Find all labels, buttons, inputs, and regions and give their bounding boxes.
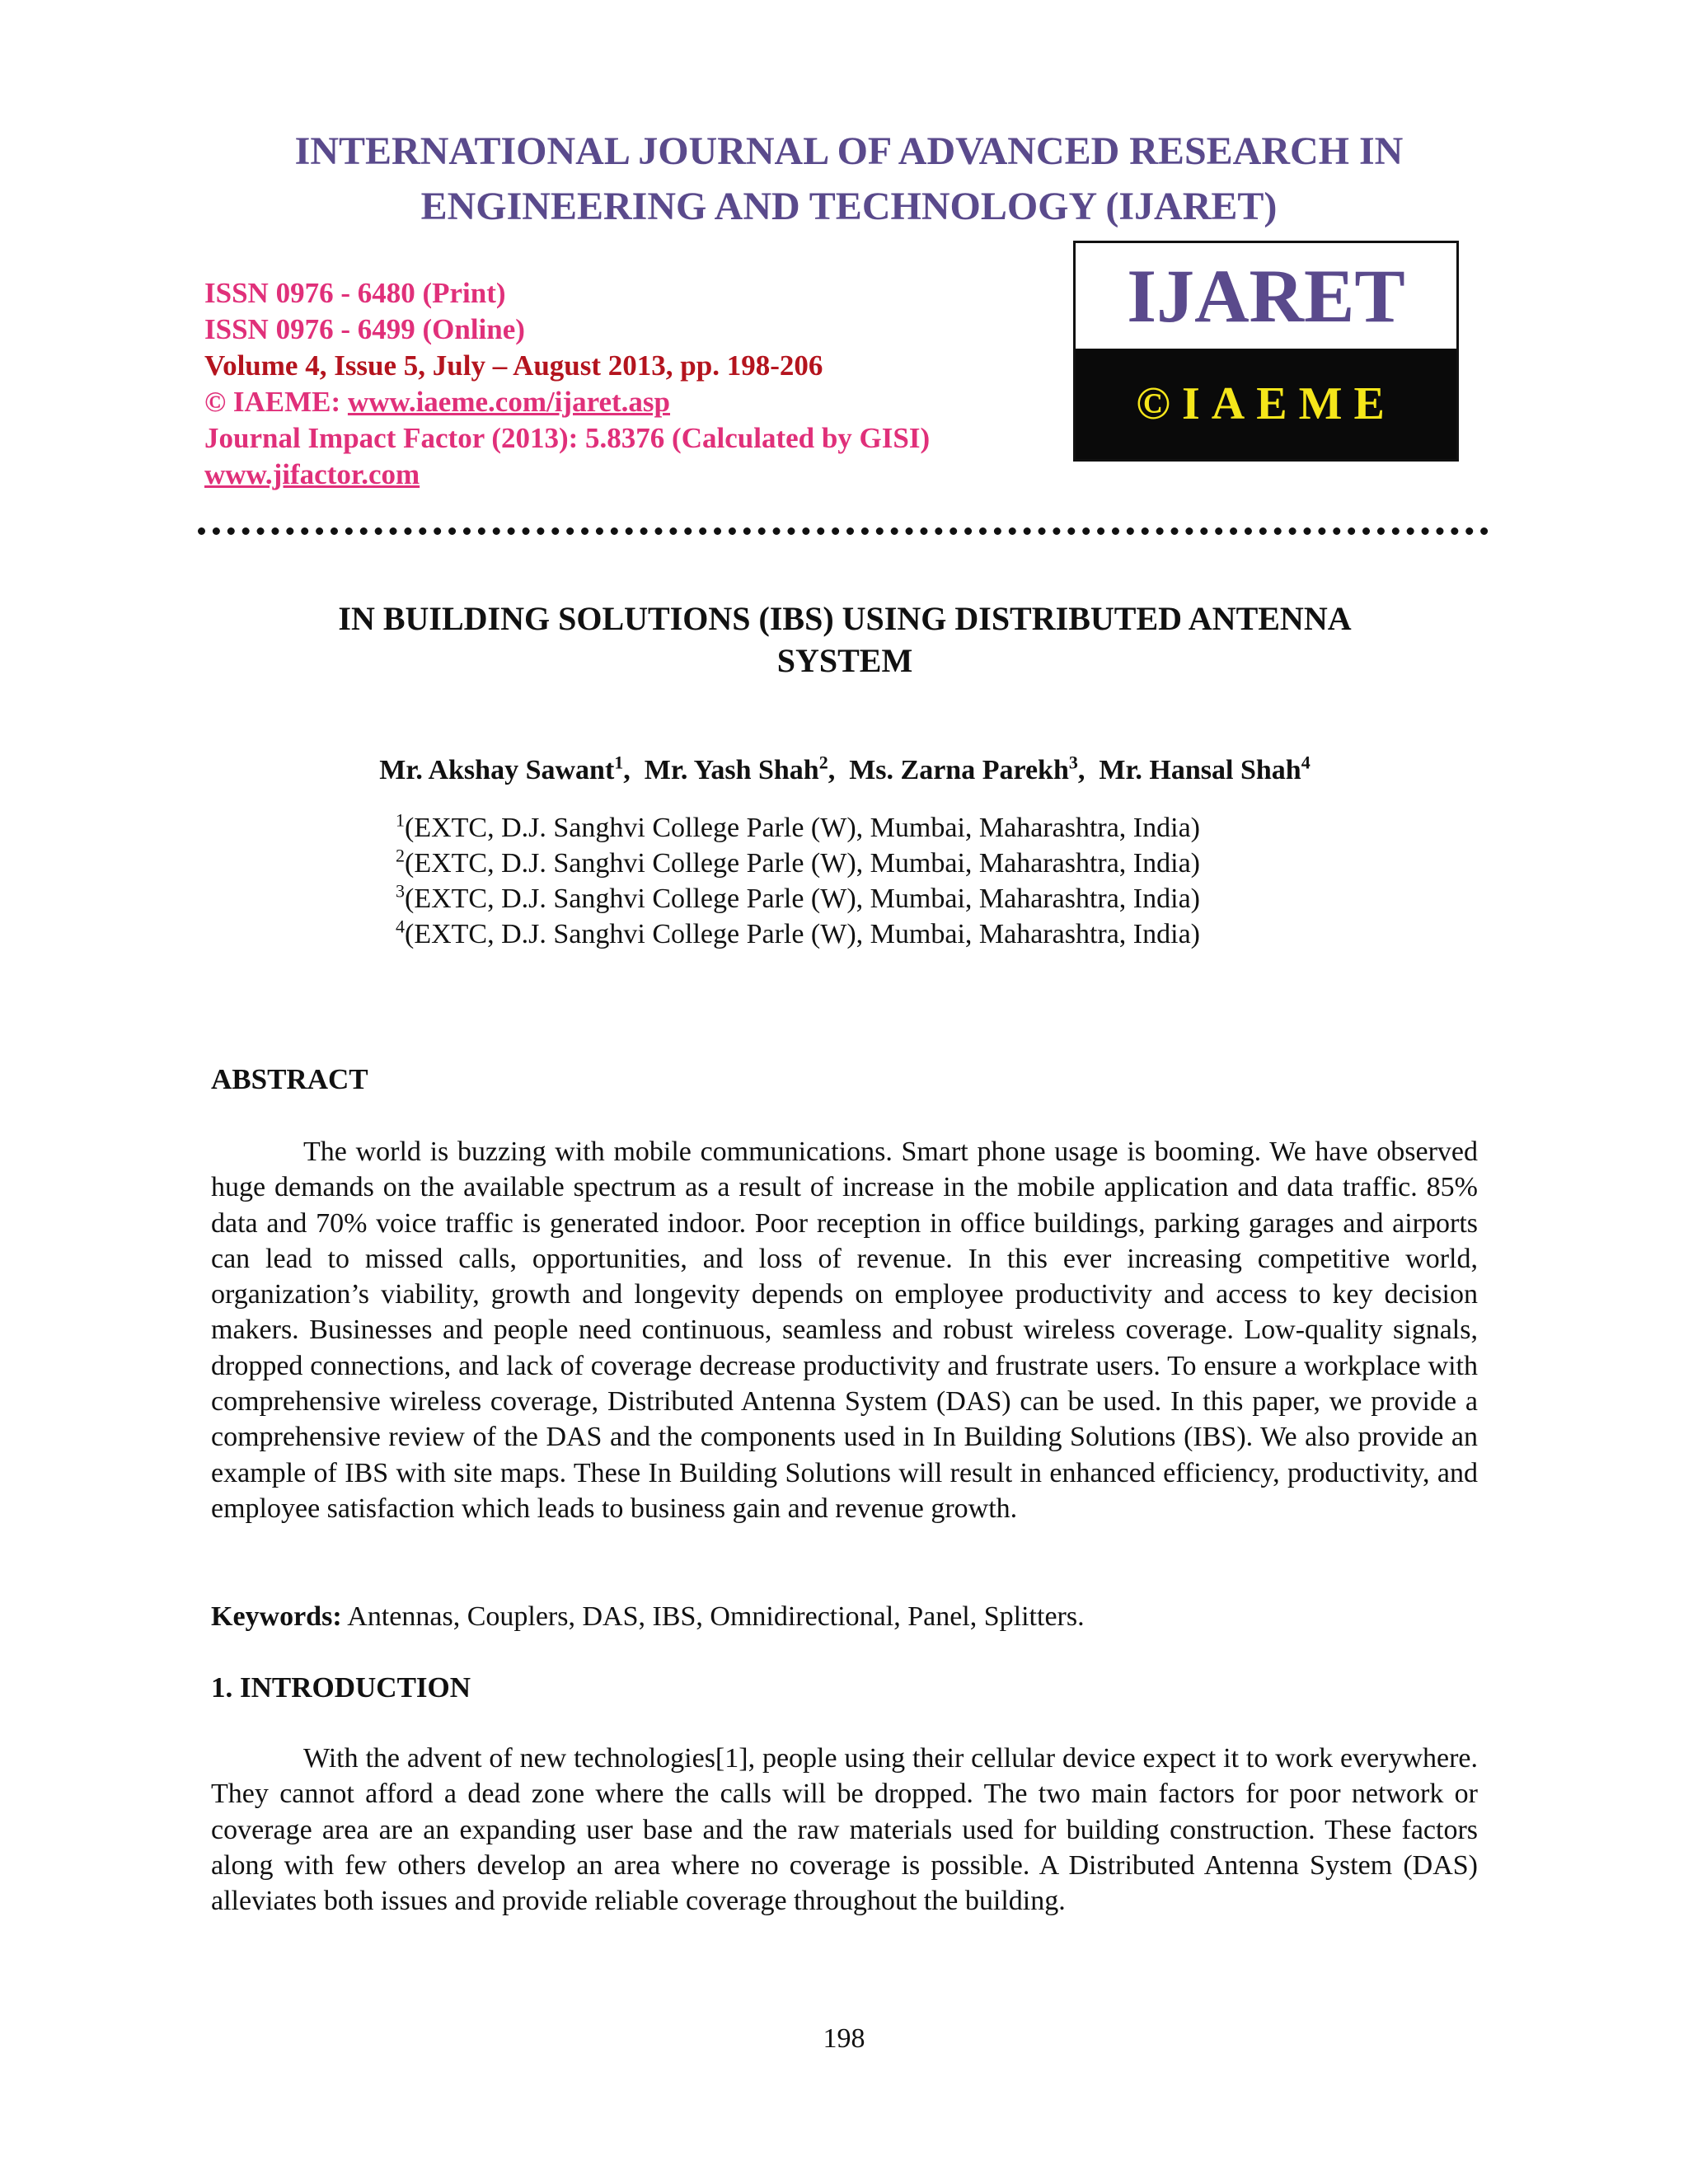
- volume-info: Volume 4, Issue 5, July – August 2013, pp. 198-206: [204, 349, 823, 382]
- journal-info: [204, 275, 1070, 493]
- affiliation: [396, 846, 1385, 881]
- impact-factor: Journal Impact Factor (2013): 5.8376 (Calculated by GISI): [204, 422, 931, 454]
- copyright-line: [204, 384, 1070, 420]
- affiliation: [396, 916, 1385, 952]
- affiliation-sup: 1: [396, 809, 405, 831]
- keywords-label: Keywords:: [211, 1601, 342, 1632]
- affiliation-sup: 3: [396, 880, 405, 902]
- header-divider: [198, 527, 1489, 535]
- author-name: Ms. Zarna Parekh: [849, 755, 1069, 785]
- logo-publisher: ©IAEME: [1076, 349, 1456, 459]
- author-name: Mr. Akshay Sawant: [379, 755, 615, 785]
- author-name: Mr. Yash Shah: [644, 755, 819, 785]
- abstract-heading: ABSTRACT: [211, 1063, 368, 1095]
- author: [849, 752, 1078, 785]
- logo-title: IJARET: [1127, 254, 1405, 338]
- issn-print: ISSN 0976 - 6480 (Print): [204, 277, 506, 309]
- affiliation-text: (EXTC, D.J. Sanghvi College Parle (W), Mumbai, Maharashtra, India): [405, 919, 1200, 949]
- journal-logo: [1073, 241, 1459, 462]
- affiliation-sup: 2: [396, 845, 405, 866]
- author: [644, 752, 828, 785]
- journal-url-link[interactable]: www.iaeme.com/ijaret.asp: [347, 386, 671, 418]
- introduction-paragraph: With the advent of new technologies[1], people using their cellular device expect it to work everywhere. They cannot afford a dead zone where the calls will be dropped. The two main factors for poor network or coverage area are an expanding user base and the raw materials used for building construction. These factors along with few others develop an area where no coverage is possible. A Distributed Antenna System (DAS) alleviates both issues and provide reliable coverage throughout the building.: [211, 1743, 1478, 1917]
- paper-title-line1: IN BUILDING SOLUTIONS (IBS) USING DISTRIBUTED ANTENNA: [338, 600, 1352, 637]
- abstract-paragraph: The world is buzzing with mobile communications. Smart phone usage is booming. We have observed huge demands on the available spectrum as a result of increase in the mobile application and data traffic. 85% data and 70% voice traffic is generated indoor. Poor reception in office buildings, parking garages and airports can lead to missed calls, opportunities, and loss of revenue. In this ever increasing competitive world, organization’s viability, growth and longevity depends on employee productivity and access to key decision makers. Businesses and people need continuous, seamless and robust wireless coverage. Low-quality signals, dropped connections, and lack of coverage decrease productivity and frustrate users. To ensure a workplace with comprehensive wireless coverage, Distributed Antenna System (DAS) can be used. In this paper, we provide a comprehensive review of the DAS and the components used in In Building Solutions (IBS). We also provide an example of IBS with site maps. These In Building Solutions will result in enhanced efficiency, productivity, and employee satisfaction which leads to business gain and revenue growth.: [211, 1137, 1478, 1524]
- paper-title: [214, 598, 1475, 682]
- affiliation-sup: 4: [396, 916, 405, 937]
- keywords-text: Antennas, Couplers, DAS, IBS, Omnidirectional, Panel, Splitters.: [341, 1601, 1085, 1632]
- author: [379, 752, 624, 785]
- affiliation: [396, 881, 1385, 916]
- journal-title-line1: INTERNATIONAL JOURNAL OF ADVANCED RESEARCH IN: [294, 129, 1404, 173]
- keywords-line: [211, 1599, 1478, 1635]
- affiliation: [396, 810, 1385, 846]
- introduction-body: [211, 1741, 1478, 1919]
- author-sup: 2: [818, 752, 828, 773]
- affiliation-text: (EXTC, D.J. Sanghvi College Parle (W), Mumbai, Maharashtra, India): [405, 813, 1200, 843]
- abstract-body: [211, 1134, 1478, 1526]
- paper-title-line2: SYSTEM: [776, 642, 913, 679]
- page-number: 198: [823, 2023, 865, 2054]
- affiliation-text: (EXTC, D.J. Sanghvi College Parle (W), Mumbai, Maharashtra, India): [405, 848, 1200, 879]
- author-sup: 1: [614, 752, 624, 773]
- author-name: Mr. Hansal Shah: [1099, 755, 1301, 785]
- affiliation-list: [396, 810, 1385, 952]
- author: [1099, 752, 1311, 785]
- journal-title-line2: ENGINEERING AND TECHNOLOGY (IJARET): [420, 185, 1278, 228]
- copyright-prefix: © IAEME:: [204, 386, 348, 418]
- author-sup: 4: [1301, 752, 1311, 773]
- factor-url-link[interactable]: www.jifactor.com: [204, 458, 420, 490]
- affiliation-text: (EXTC, D.J. Sanghvi College Parle (W), Mumbai, Maharashtra, India): [405, 883, 1200, 914]
- journal-title: [206, 124, 1492, 234]
- author-sup: 3: [1068, 752, 1078, 773]
- factor-url-line: [204, 457, 1070, 493]
- issn-online: ISSN 0976 - 6499 (Online): [204, 313, 525, 345]
- introduction-heading: 1. INTRODUCTION: [211, 1671, 471, 1704]
- author-list: Mr. Akshay Sawant$^1$, Mr. Yash Shah$^2$, Ms. Zarna Parekh$^3$, Mr. Hansal Shah$^4$: [379, 752, 1311, 785]
